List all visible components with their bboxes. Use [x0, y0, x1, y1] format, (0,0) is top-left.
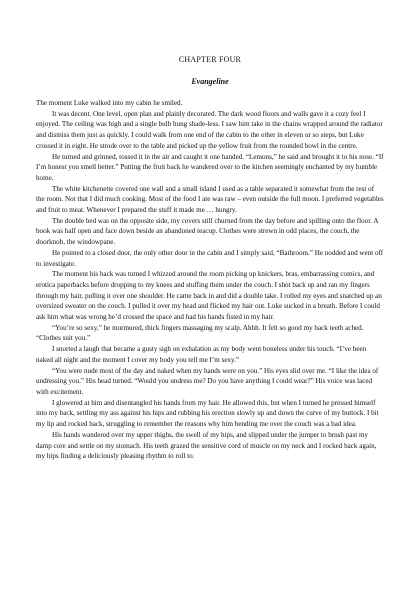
paragraph: The moment Luke walked into my cabin he smiled.	[36, 99, 183, 107]
chapter-heading: CHAPTER FOUR	[178, 55, 242, 64]
paragraph: The moment his back was turned I whizzed around the room picking up knickers, bras, embarrassing comics, and erotica paperbacks before dropping to my knees and stuffing them under the couch. I shot back up and ran my fingers through my hair, pulling it over one shoulder. He came back in and did a double take. I rolled my eyes and snatched up an oversized sweater on the couch. I pulled it over my head and flicked my hair out. Luke sucked in a breath. Before I could ask him what was wrong he’d crossed the space and had his hands fisted in my hair.	[36, 270, 382, 322]
paragraph: He pointed to a closed door, the only other door in the cabin and I simply said, “Bathroom.” He nodded and went off to investigate.	[36, 248, 384, 268]
paragraph: He turned and grinned, tossed it in the air and caught it one handed. “Lemons,” he said and brought it to his nose. “If I’m honest you smell better.” Putting the fruit back he wandered over to the kitchen seemingly enchanted by my humble home.	[36, 152, 384, 182]
paragraph: I glowered at him and disentangled his hands from my hair. He allowed this, but when I turned he pressed himself into my back, settling my ass against his hips and rubbing his erection slowly up and down the curve of my buttock. I bit my lip and rocked back, struggling to remember the reasons why him bending me over the couch was a bad idea.	[36, 398, 379, 429]
paragraph: The double bed was on the opposite side, my covers still churned from the day before and spilling onto the floor. A book was half open and face down beside an abandoned teacup. Clothes were strewn in odd places, the couch, the doorknob, the windowpane.	[36, 216, 379, 247]
chapter-subtitle: Evangeline	[191, 77, 229, 86]
paragraph: His hands wandered over my upper thighs, the swell of my hips, and slipped under the jumper to brush past my damp core and settle on my stomach. His teeth grazed the sensitive cord of muscle on my neck and I rocked back again, my hips finding a deliciously pleasing rhythm to roll to.	[36, 430, 377, 461]
paragraph: The white kitchenette covered one wall and a small island I used as a table separated it somewhat from the rest of the room. Not that I did much cooking. Most of the food I ate was raw – even outside the full moon. I preferred vegetables and fruit to meat. Whenever I prepared the stuff it made me … hungry.	[36, 184, 384, 215]
chapter-body	[36, 98, 384, 462]
paragraph: “You were nude most of the day and naked when my hands were on you.” His eyes slid over me. “I like the idea of undressing you.” His head turned. “Would you undress me? Do you have anything I could wear?” His voice was laced with excitement.	[36, 366, 379, 396]
paragraph: “You’re so sexy,” he murmured, thick fingers massaging my scalp. Ahhh. It felt so good my back teeth ached. “Clothes suit you.”	[36, 323, 364, 343]
paragraph: It was decent. One level, open plan and plainly decorated. The dark wood floors and walls gave it a cozy feel I enjoyed. The ceiling was high and a single bulb hung shade-less. I saw him take in the chains wrapped around the radiator and dismiss them just as quickly. I could walk from one end of the cabin to the other in eleven or so steps, but Luke crossed it in eight. He strode over to the table and picked up the yellow fruit from the rounded bowl in the centre.	[36, 109, 383, 150]
paragraph: I snorted a laugh that became a gusty sigh on exhalation as my body went boneless under his touch. “I’ve been naked all night and the moment I cover my body you tell me I’m sexy.”	[36, 345, 367, 364]
